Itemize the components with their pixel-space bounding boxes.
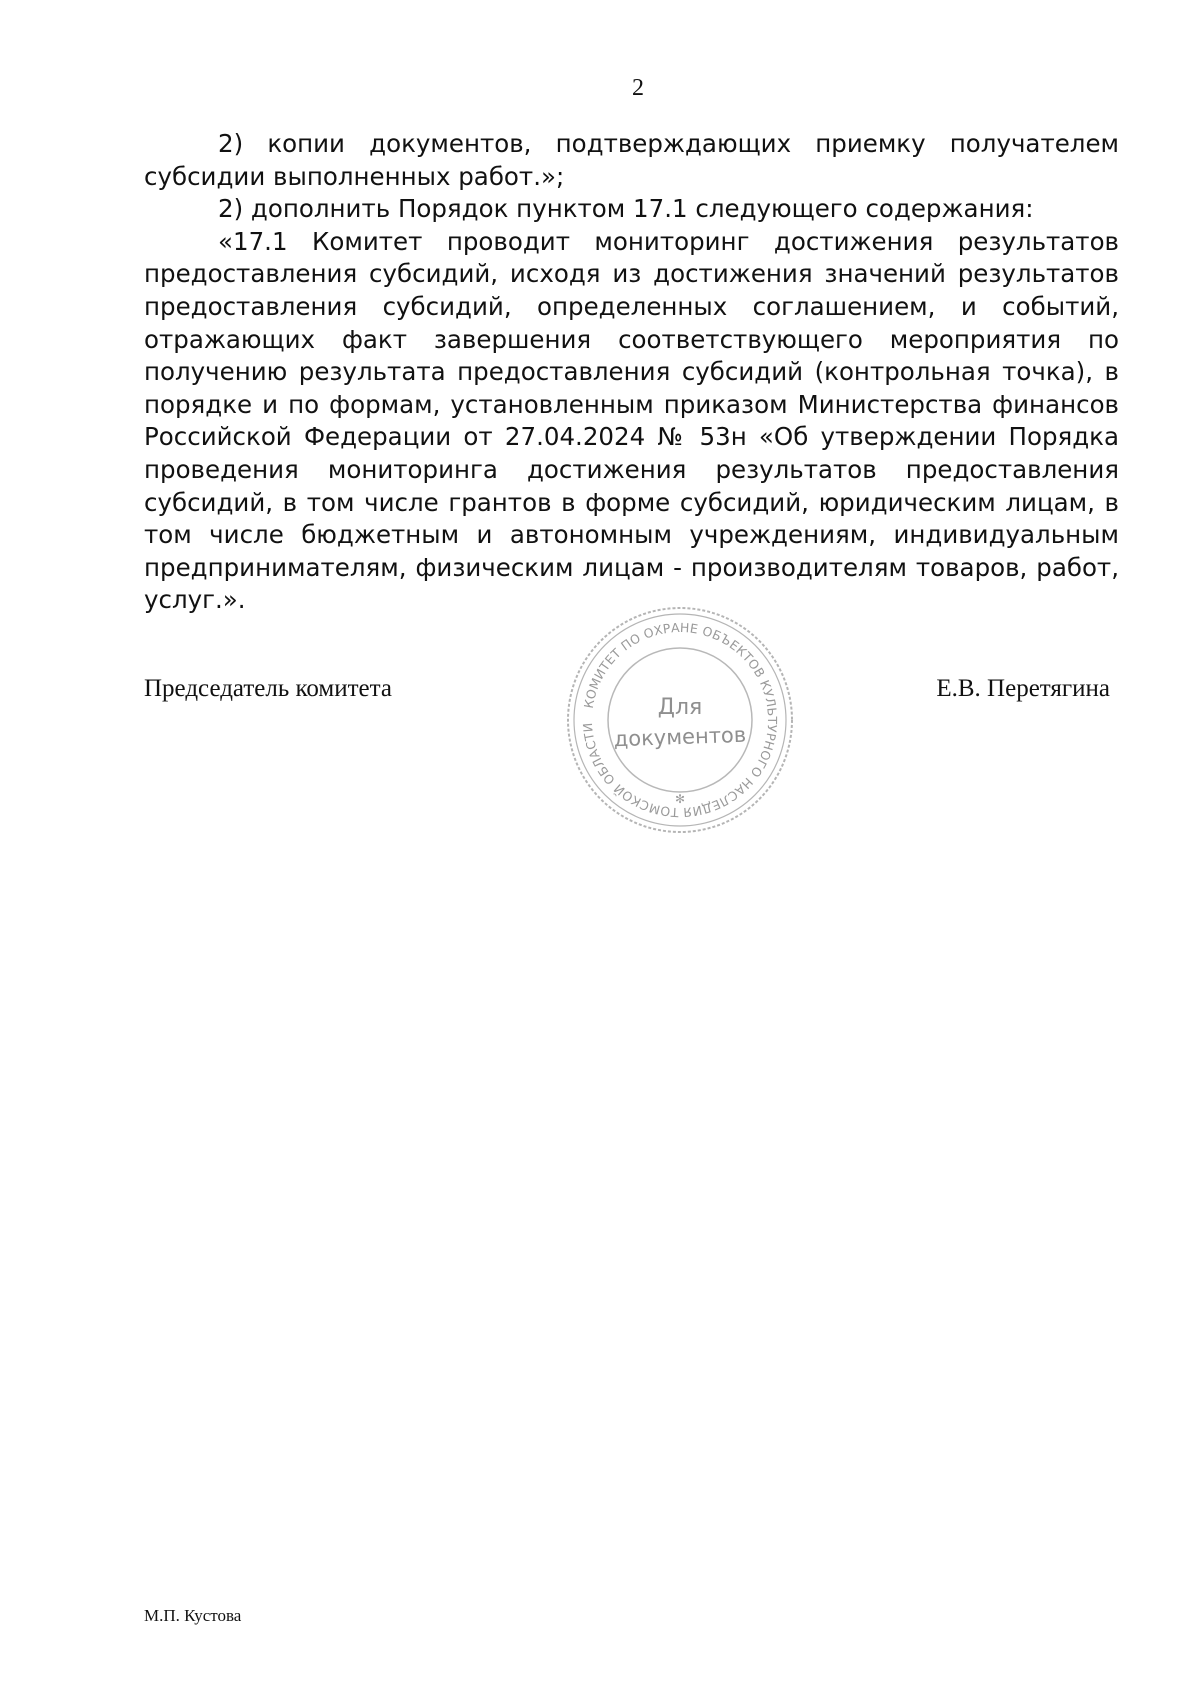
signatory-name: Е.В. Перетягина [936, 675, 1110, 702]
stamp-ring-text: КОМИТЕТ ПО ОХРАНЕ ОБЪЕКТОВ КУЛЬТУРНОГО НАСЛЕДИЯ ТОМСКОЙ ОБЛАСТИ [579, 619, 781, 821]
svg-text:✻: ✻ [674, 792, 686, 806]
executor-name: М.П. Кустова [144, 1606, 242, 1625]
paragraph-2: 2) дополнить Порядок пунктом 17.1 следующего содержания: [218, 194, 1034, 224]
paragraph-1: 2) копии документов, подтверждающих приемку получателем субсидии выполненных работ.»; [144, 129, 1119, 191]
signatory-title: Председатель комитета [144, 675, 392, 702]
stamp-center-line2: документов [613, 722, 747, 752]
svg-text:КОМИТЕТ ПО ОХРАНЕ ОБЪЕКТОВ КУЛ [580, 620, 780, 820]
official-seal-stamp [564, 604, 796, 836]
page-number: 2 [632, 75, 644, 101]
paragraph-3: «17.1 Комитет проводит мониторинг достижения результатов предоставления субсидий, исходя из достижения значений результатов предоставления субсидий, определенных соглашением, и событий, отражающих факт завершения соответствующего мероприятия по получению результата предоставления субсидий (контрольная точка), в порядке и по формам, установленным приказом Министерства финансов Российской Федерации от 27.04.2024 № 53н «Об утверждении Порядка проведения мониторинга достижения результатов предоставления субсидий, в том числе грантов в форме субсидий, юридическим лицам, в том числе бюджетным и автономным учреждениям, индивидуальным предпринимателям, физическим лицам - производителям товаров, работ, услуг.». [144, 226, 1119, 615]
stamp-center-line1: Для [657, 695, 703, 720]
document-body [144, 128, 1119, 617]
